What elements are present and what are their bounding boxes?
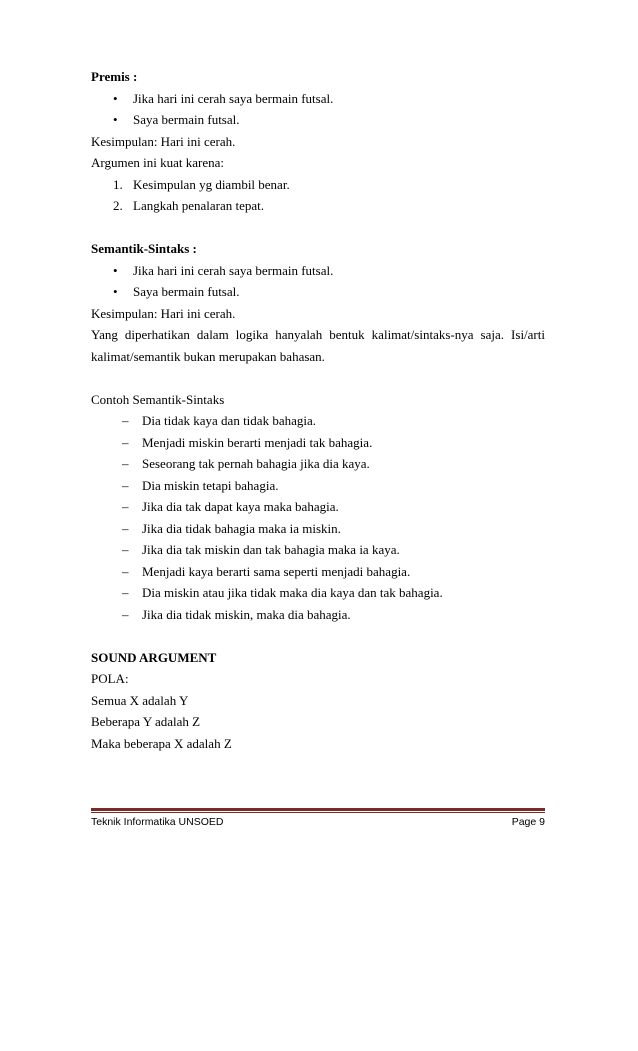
reason-2: [91, 195, 545, 217]
sound-heading: SOUND ARGUMENT: [91, 649, 217, 665]
dash-mark: –: [122, 499, 129, 514]
contoh-heading: Contoh Semantik-Sintaks: [91, 391, 225, 407]
bullet-text: Jika hari ini cerah saya bermain futsal.: [133, 262, 334, 278]
semantik-bullet-1: [91, 260, 545, 282]
pola-line-2: Beberapa Y adalah Z: [91, 714, 201, 729]
semantik-paragraph-line-1: Yang diperhatikan dalam logika hanyalah bentuk kalimat/sintaks-nya saja. Isi/arti: [91, 327, 545, 342]
list-item: [91, 582, 545, 604]
dash-mark: –: [122, 563, 129, 579]
list-item-text: Dia miskin atau jika tidak maka dia kaya dan tak bahagia.: [142, 585, 443, 600]
list-item: [91, 410, 545, 432]
list-item: [91, 561, 545, 583]
dash-mark: –: [122, 477, 129, 493]
list-item-text: Jika dia tak dapat kaya maka bahagia.: [142, 499, 339, 514]
premis-argumen: Argumen ini kuat karena:: [91, 155, 224, 170]
reason-1: [91, 174, 545, 196]
footer-rule-thin: [91, 812, 545, 813]
semantik-heading: Semantik-Sintaks :: [91, 241, 197, 256]
list-item: [91, 453, 545, 475]
reason-number: 1.: [113, 176, 123, 192]
page-content: [91, 66, 545, 754]
bullet-text: Jika hari ini cerah saya bermain futsal.: [133, 90, 334, 106]
list-item-text: Dia tidak kaya dan tidak bahagia.: [142, 413, 316, 428]
footer-institution: Teknik Informatika UNSOED: [91, 816, 224, 828]
dash-mark: –: [122, 542, 129, 557]
list-item-text: Jika dia tidak bahagia maka ia miskin.: [142, 520, 341, 536]
dash-mark: –: [122, 520, 129, 536]
footer-page-number: Page 9: [511, 816, 545, 828]
footer-rule-thick: [91, 808, 545, 811]
bullet-mark: •: [113, 262, 118, 278]
list-item: [91, 475, 545, 497]
list-item: [91, 518, 545, 540]
pola-line-3: Maka beberapa X adalah Z: [91, 735, 232, 751]
dash-mark: –: [122, 413, 129, 428]
contoh-list: [91, 410, 545, 625]
bullet-mark: •: [113, 112, 118, 127]
list-item-text: Menjadi kaya berarti sama seperti menjadi bahagia.: [142, 563, 411, 579]
list-item-text: Dia miskin tetapi bahagia.: [142, 477, 279, 493]
list-item-text: Jika dia tidak miskin, maka dia bahagia.: [142, 606, 351, 622]
list-item: [91, 432, 545, 454]
bullet-text: Saya bermain futsal.: [133, 112, 240, 127]
list-item: [91, 496, 545, 518]
reason-number: 2.: [113, 198, 123, 213]
premis-heading: Premis :: [91, 69, 138, 84]
pola-line-1: Semua X adalah Y: [91, 692, 189, 708]
premis-bullet-2: [91, 109, 545, 131]
semantik-paragraph-line-2: kalimat/semantik bukan merupakan bahasan.: [91, 348, 325, 364]
semantik-bullet-2: [91, 281, 545, 303]
dash-mark: –: [122, 456, 129, 471]
reason-text: Kesimpulan yg diambil benar.: [133, 176, 290, 192]
reason-text: Langkah penalaran tepat.: [133, 198, 265, 213]
premis-kesimpulan: Kesimpulan: Hari ini cerah.: [91, 133, 236, 149]
list-item-text: Menjadi miskin berarti menjadi tak bahagia.: [142, 434, 373, 450]
dash-mark: –: [122, 585, 129, 600]
dash-mark: –: [122, 606, 129, 622]
premis-bullet-1: [91, 88, 545, 110]
spacer: [91, 217, 545, 239]
spacer: [91, 625, 545, 647]
bullet-mark: •: [113, 90, 118, 106]
semantik-kesimpulan: Kesimpulan: Hari ini cerah.: [91, 305, 236, 321]
spacer: [91, 367, 545, 389]
bullet-text: Saya bermain futsal.: [133, 284, 240, 299]
list-item-text: Jika dia tak miskin dan tak bahagia maka ia kaya.: [142, 542, 400, 557]
list-item: [91, 539, 545, 561]
list-item: [91, 604, 545, 626]
pola-label: POLA:: [91, 671, 129, 686]
dash-mark: –: [122, 434, 129, 450]
list-item-text: Seseorang tak pernah bahagia jika dia kaya.: [142, 456, 370, 471]
bullet-mark: •: [113, 284, 118, 299]
